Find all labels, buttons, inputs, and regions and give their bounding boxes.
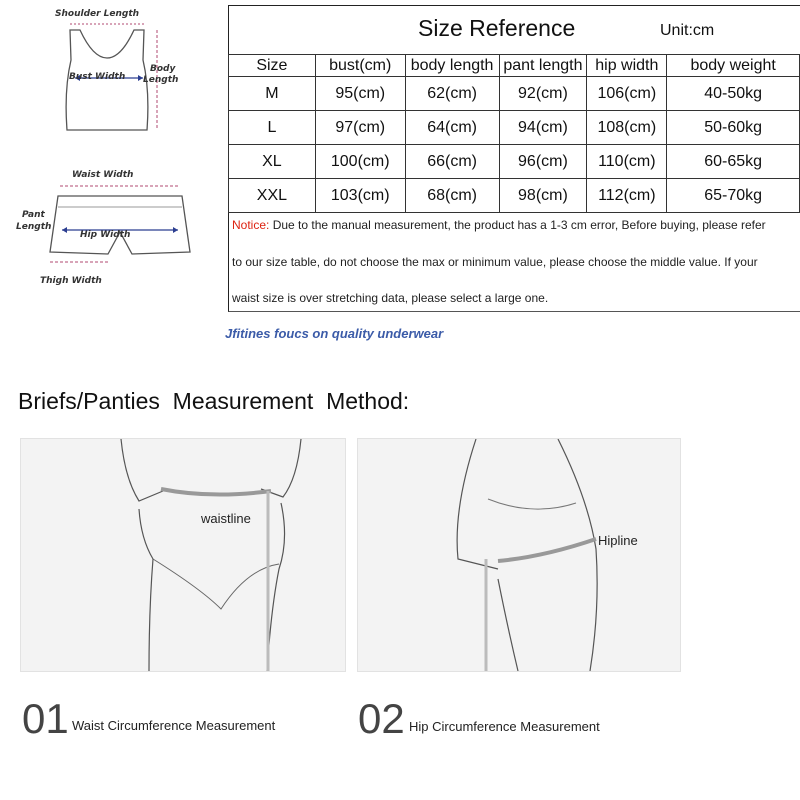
hip-measure-photo [357,438,681,672]
bust-cell: 97(cm) [315,111,405,145]
body-length-cell: 66(cm) [405,145,499,179]
step-number-02: 02 [358,695,405,742]
hip-width-cell: 108(cm) [587,111,667,145]
waist-figure-illustration [21,439,345,671]
bust-cell: 100(cm) [315,145,405,179]
waist-caption: Waist Circumference Measurement [72,718,276,733]
notice-text-1: Due to the manual measurement, the product has a 1-3 cm error, Before buying, please refer [269,218,766,232]
length-label: Length [143,75,179,85]
table-row [229,145,800,179]
size-cell: XL [229,145,316,179]
waistline-label: waistline [201,511,251,526]
pant-label: Pant [22,210,45,220]
shorts-diagram [40,182,200,272]
hip-width-label: Hip Width [80,230,131,240]
table-row [229,77,800,111]
unit-label: Unit:cm [660,22,715,39]
header-body-length: body length [405,55,499,77]
header-body-weight: body weight [667,55,800,77]
brand-tagline: Jfitines foucs on quality underwear [225,326,444,341]
hipline-label: Hipline [598,533,638,548]
garment-diagrams [0,0,228,310]
waist-measure-photo [20,438,346,672]
step-number-01: 01 [22,695,69,742]
header-pant-length: pant length [499,55,587,77]
notice-label: Notice: [232,218,270,232]
body-weight-cell: 65-70kg [667,179,800,213]
hip-width-cell: 112(cm) [587,179,667,213]
pant-length-label: Length [16,222,52,232]
body-weight-cell: 40-50kg [667,77,800,111]
method-heading: Briefs/Panties Measurement Method: [18,388,410,414]
size-cell: XXL [229,179,316,213]
hip-width-cell: 110(cm) [587,145,667,179]
hip-figure-illustration [358,439,680,671]
body-weight-cell: 50-60kg [667,111,800,145]
body-length-cell: 62(cm) [405,77,499,111]
table-row [229,111,800,145]
header-hip-width: hip width [587,55,667,77]
size-cell: M [229,77,316,111]
bust-cell: 103(cm) [315,179,405,213]
hip-width-cell: 106(cm) [587,77,667,111]
size-table-title: Size Reference [418,15,576,41]
pant-length-cell: 96(cm) [499,145,587,179]
thigh-width-label: Thigh Width [40,276,102,286]
size-cell: L [229,111,316,145]
bust-cell: 95(cm) [315,77,405,111]
pant-length-cell: 98(cm) [499,179,587,213]
body-length-cell: 68(cm) [405,179,499,213]
notice-line-3: waist size is over stretching data, please select a large one. [232,291,549,305]
body-label: Body [150,64,176,74]
size-table-header-row [229,55,800,77]
hip-caption: Hip Circumference Measurement [409,719,600,734]
shoulder-length-label: Shoulder Length [55,9,140,19]
notice-line-1 [232,218,766,232]
header-bust: bust(cm) [315,55,405,77]
notice-line-2: to our size table, do not choose the max or minimum value, please choose the middle value. If your [232,255,758,269]
body-weight-cell: 60-65kg [667,145,800,179]
header-size: Size [229,55,316,77]
waist-width-label: Waist Width [72,170,134,180]
bust-width-label: Bust Width [69,72,126,82]
body-length-cell: 64(cm) [405,111,499,145]
table-row [229,179,800,213]
pant-length-cell: 92(cm) [499,77,587,111]
pant-length-cell: 94(cm) [499,111,587,145]
size-table [228,54,800,213]
